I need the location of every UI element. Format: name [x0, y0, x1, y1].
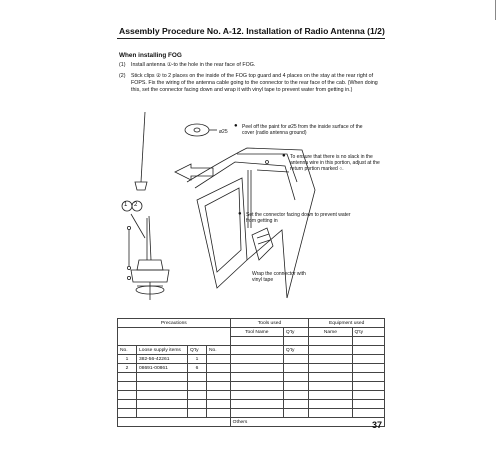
bullet-paint: ● [234, 123, 238, 129]
step-2 [119, 73, 387, 94]
loose-row-qty: 6 [188, 364, 207, 373]
table-row [118, 391, 385, 400]
tool-cell [230, 337, 283, 346]
tool-qty-header: Q'ty [283, 328, 308, 337]
step-2-number: (2) [119, 73, 126, 79]
table-cell [352, 346, 385, 355]
section-subtitle: When installing FOG [119, 52, 182, 59]
table-cell [118, 418, 231, 427]
diameter-label: ø25 [219, 129, 228, 135]
loose-supply-header: Loose supply items [137, 346, 188, 355]
loose-no2-header: No. [207, 346, 231, 355]
antenna-installation-illustration [117, 110, 385, 300]
equipment-name-header: Name [309, 328, 352, 337]
table-cell [309, 346, 352, 355]
others-cell: Others [230, 418, 384, 427]
connector-note: Set the connector facing down to prevent water from getting in [246, 212, 351, 225]
callout-label-2: 2 [134, 202, 138, 208]
precautions-header: Precautions [118, 319, 231, 328]
loose-row-no: 2 [118, 364, 137, 373]
bullet-connector: ● [238, 211, 242, 217]
loose-qty2-header: Q'ty [283, 346, 308, 355]
slack-note: To ensure that there is no slack in the antenna wire in this portion, adjust at the return portion marked ○. [290, 154, 380, 173]
tools-used-header: Tools used [230, 319, 309, 328]
loose-no-header: No. [118, 346, 137, 355]
loose-row-part: 08691-00861 [137, 364, 188, 373]
bullet-ensure: ● [282, 153, 286, 159]
parts-tools-table [117, 318, 385, 427]
loose-blank-header [230, 346, 283, 355]
tool-cell [283, 337, 308, 346]
callout-label-1: 1 [124, 202, 128, 208]
wrap-tape-note: Wrap the connector with vinyl tape [252, 271, 306, 284]
step-1-text: Install antenna ①-to the hole in the rear face of FOG. [131, 62, 256, 68]
table-row [118, 409, 385, 418]
loose-row-qty: 1 [188, 355, 207, 364]
equipment-cell [309, 337, 352, 346]
table-row [118, 355, 385, 364]
table-row [118, 400, 385, 409]
precautions-body [118, 328, 231, 346]
paint-note: Peel off the paint for ø25 from the inside surface of the cover (radio antenna ground) [242, 124, 363, 137]
step-1-number: (1) [119, 62, 126, 68]
equipment-qty-header: Q'ty [352, 328, 385, 337]
loose-row-part: 382-56-42261 [137, 355, 188, 364]
loose-row-no: 1 [118, 355, 137, 364]
table-row [118, 373, 385, 382]
table-row [118, 364, 385, 373]
step-2-text: Stick clips ② to 2 places on the inside of the FOG top guard and 4 places on the stay at the rear right of FOPS. Fix the wiring of the antenna cable going to the connector to the rear face of the cab. (When doing this, set the connector facing down and wrap it with vinyl tape to prevent water from getting in.) [131, 73, 378, 93]
page-title: Assembly Procedure No. A-12. Installation of Radio Antenna (1/2) [119, 26, 385, 36]
loose-qty-header: Q'ty [188, 346, 207, 355]
table-row [118, 382, 385, 391]
equipment-used-header: Equipment used [309, 319, 385, 328]
step-1 [119, 62, 387, 69]
title-underline [117, 38, 385, 39]
scan-edge-mark [495, 0, 496, 20]
tool-name-header: Tool Name [230, 328, 283, 337]
page-number: 37 [372, 420, 383, 430]
equipment-cell [352, 337, 385, 346]
